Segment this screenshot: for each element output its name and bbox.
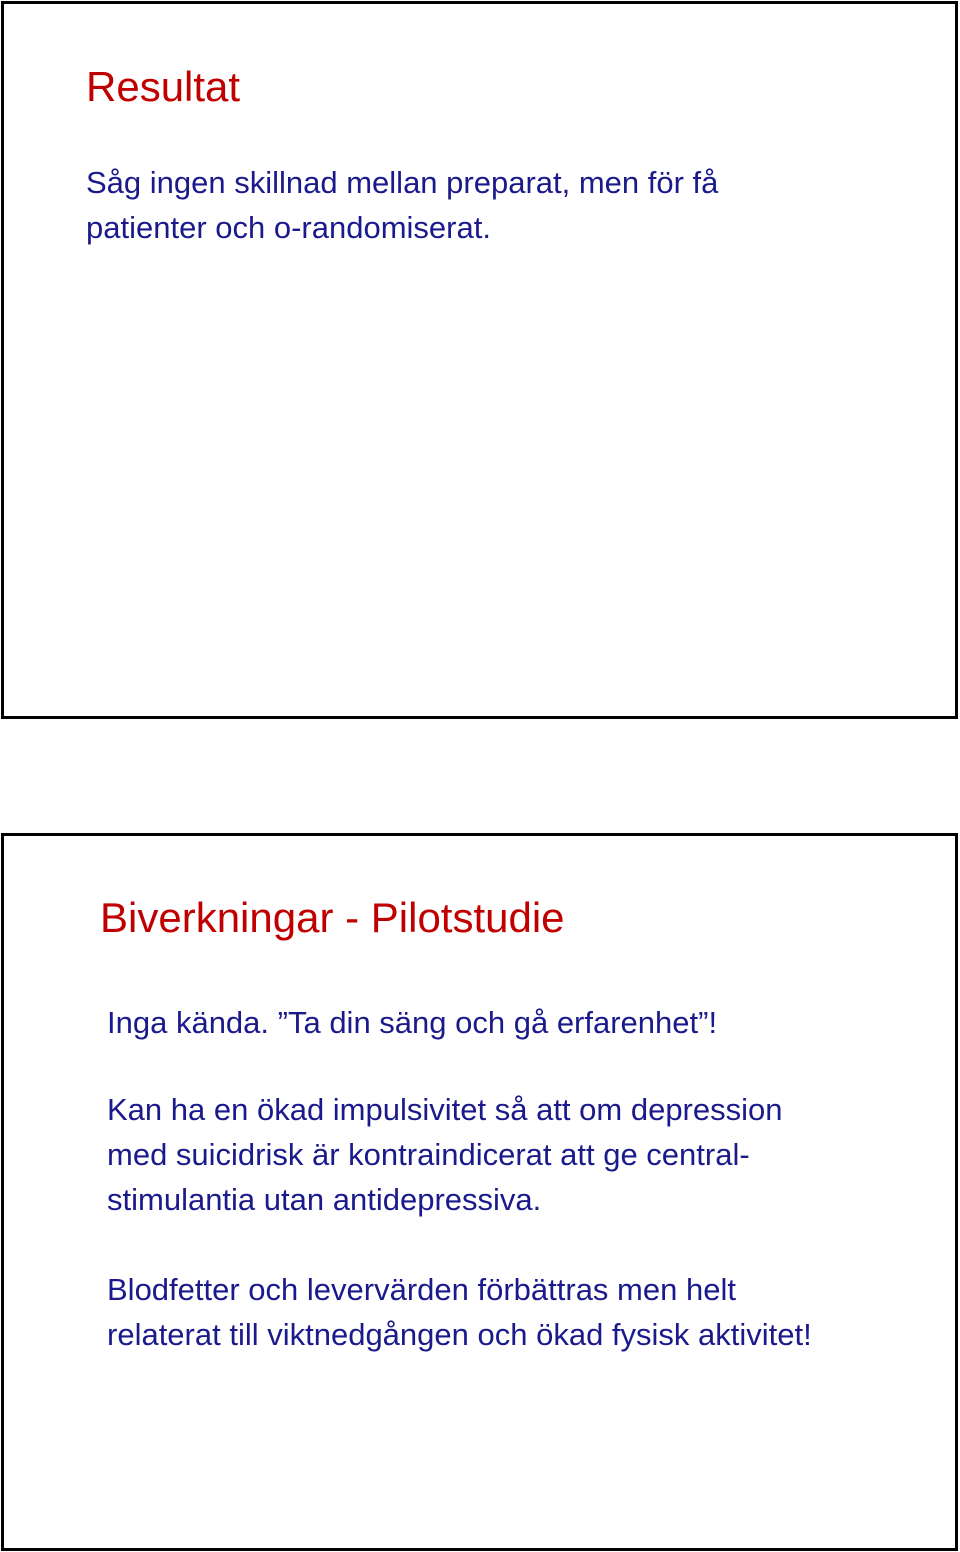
text-line: patienter och o-randomiserat. <box>86 210 491 245</box>
slide-title: Biverkningar - Pilotstudie <box>100 894 565 941</box>
blood-lipids-paragraph <box>107 1267 960 1357</box>
slide-resultat <box>1 1 958 719</box>
text-line: Kan ha en ökad impulsivitet så att om depression <box>107 1092 783 1127</box>
text-line: relaterat till viktnedgången och ökad fysisk aktivitet! <box>107 1317 812 1352</box>
side-effects-paragraph <box>107 1000 947 1045</box>
text-line: Blodfetter och levervärden förbättras men helt <box>107 1272 736 1307</box>
result-paragraph <box>86 160 906 250</box>
slide-title: Resultat <box>86 63 241 110</box>
text-line: Såg ingen skillnad mellan preparat, men för få <box>86 165 719 200</box>
text-line: stimulantia utan antidepressiva. <box>107 1182 542 1217</box>
text-line: med suicidrisk är kontraindicerat att ge central- <box>107 1137 750 1172</box>
impulsivity-paragraph <box>107 1087 947 1222</box>
text-line: Inga kända. ”Ta din säng och gå erfarenhet”! <box>107 1005 718 1040</box>
slide-biverkningar <box>1 833 958 1551</box>
